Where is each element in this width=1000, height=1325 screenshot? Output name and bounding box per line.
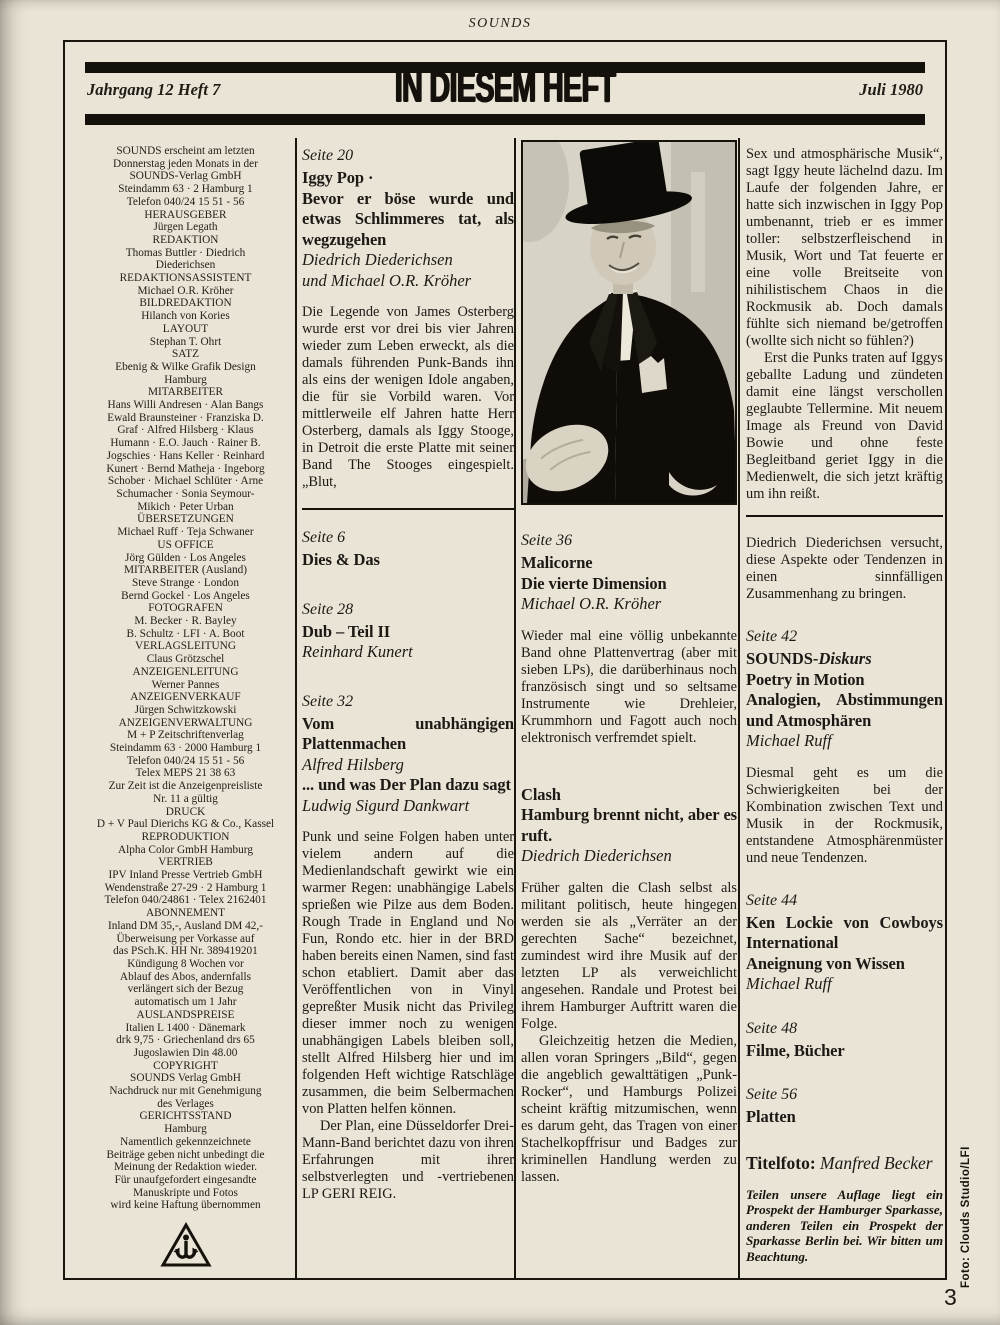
column-divider xyxy=(295,138,297,1278)
toc-entry-clash xyxy=(521,785,737,1186)
article-text: Titelfoto: xyxy=(746,1152,821,1173)
iggy-pop-continuation xyxy=(746,146,943,503)
masthead-line: Italien L 1400 · Dänemark xyxy=(125,1021,246,1034)
masthead-line: ANZEIGENVERWALTUNG xyxy=(118,716,253,729)
article-author: Michael Ruff xyxy=(746,731,832,750)
masthead-line: Nr. 11 a gültig xyxy=(153,792,218,805)
masthead-line: Hamburg xyxy=(164,373,207,386)
masthead-line: Steindamm 63 · 2 Hamburg 1 xyxy=(118,183,253,196)
toc-column-middle xyxy=(521,140,737,1186)
article-text: Früher galten die Clash selbst als militant politisch, heute hingegen werden sie als „Verräter an der gerechten Sache“ bezeichnet, zumindest wird ihre Musik auf der letzten LP als verweichlicht angesehen. Randale und Protest bei ihrem Hamburger Auftritt waren die Folge. xyxy=(521,879,737,1032)
masthead-line: Jürgen Schwitzkowski xyxy=(134,703,237,716)
masthead-line: Jogschies · Hans Keller · Reinhard xyxy=(106,449,265,462)
masthead-line: Graf · Alfred Hilsberg · Klaus xyxy=(117,424,254,437)
article-text: Erst die Punks traten auf Iggys geballte Ladung und zündeten damit eine längst verschollen geglaubte Tellermine. Mit neuem Image als Freund von David Bowie und ohne feste Begleitband geriet Iggy in die Medienwelt, die sich jetzt kräftig um ihn reißt. xyxy=(746,350,943,502)
article-title: Die vierte Dimension xyxy=(521,573,667,593)
article-title: Clash xyxy=(521,784,561,804)
masthead-line: B. Schultz · LFI · A. Boot xyxy=(126,627,245,640)
article-title: Malicorne xyxy=(521,553,593,572)
masthead-line: Mikich · Peter Urban xyxy=(137,500,234,513)
article-text: Manfred Becker xyxy=(820,1152,933,1173)
masthead-line: SOUNDS-Verlag GmbH xyxy=(129,170,242,183)
article-text: Der Plan, eine Düsseldorfer Drei-Mann-Band berichtet dazu von ihren Erfahrungen mit ihrer selbstverlegten und -vertriebenen LP GERI REIG. xyxy=(302,1118,514,1202)
article-title: Analogien, Abstimmungen und Atmosphären xyxy=(746,690,943,730)
article-title: Filme, Bücher xyxy=(746,1040,845,1060)
masthead-line: Manuskripte und Fotos xyxy=(133,1186,238,1199)
article-author: Reinhard Kunert xyxy=(302,642,413,661)
page-ref: Seite 6 xyxy=(302,529,346,546)
article-text: Gleichzeitig hetzen die Medien, allen voran Springers „Bild“, gegen die angeblich gewalttätigen „Punk-Rocker“, und Hamburgs Polizei scheint kräftig mitzumischen, wenn es darum geht, das Tragen von einer Stachelkopffrisur und Badges zur kriminellen Handlung werden zu lassen. xyxy=(521,1032,737,1185)
toc-entry-filme-buecher xyxy=(746,1019,943,1062)
page-ref: Seite 20 xyxy=(302,147,354,164)
masthead-line: Diederichsen xyxy=(155,259,216,272)
article-title: Bevor er böse wurde und etwas Schlimmeres tat, als wegzugehen xyxy=(302,188,514,249)
masthead-line: Bernd Gockel · Los Angeles xyxy=(121,589,250,602)
masthead-line: Jürgen Legath xyxy=(153,221,218,234)
masthead-line: IPV Inland Presse Vertrieb GmbH xyxy=(108,869,263,882)
section-divider-rule xyxy=(746,515,943,517)
masthead-line: Wendenstraße 27-29 · 2 Hamburg 1 xyxy=(104,881,267,894)
masthead-line: Humann · E.O. Jauch · Rainer B. xyxy=(110,437,261,450)
masthead-line: VERLAGSLEITUNG xyxy=(134,640,237,653)
masthead-line: SATZ xyxy=(172,348,199,361)
masthead-line: D + V Paul Dierichs KG & Co., Kassel xyxy=(96,818,275,831)
article-title: Platten xyxy=(746,1107,796,1126)
article-author: Diedrich Diederichsen xyxy=(302,250,453,269)
page-frame xyxy=(63,40,947,1280)
article-title: Diskurs xyxy=(818,649,872,668)
masthead-line: Jugoslawien Din 48.00 xyxy=(133,1046,238,1059)
masthead-line: Beiträge geben nicht unbedingt die xyxy=(106,1148,265,1161)
article-text: Die Legende von James Osterberg wurde erst vor drei bis vier Jahren wieder zum Leben erweckt, als die damals führenden Punk-Bands ihn als eins der wenigen Idole angaben, die für sie Vorbild waren. Vor mittlerweile elf Jahren hatte Herr Osterberg, damals als Iggy Stooge, in Detroit die erste Platte mit seiner Band The Stooges eingespielt. „Blut, xyxy=(302,304,514,490)
header-bar-bottom xyxy=(85,114,925,125)
masthead-line: Überweisung per Vorkasse auf xyxy=(116,932,255,945)
masthead-line: M + P Zeitschriftenverlag xyxy=(127,729,244,742)
toc-entry-sounds-diskurs xyxy=(746,627,943,867)
masthead-line: des Verlages xyxy=(157,1097,214,1110)
article-title: ... und was Der Plan dazu sagt xyxy=(302,775,511,794)
toc-entry-iggy-pop xyxy=(302,146,514,491)
issue-volume: Jahrgang 12 Heft 7 xyxy=(87,80,221,99)
masthead-line: MITARBEITER (Ausland) xyxy=(123,564,248,577)
masthead-line: ABONNEMENT xyxy=(145,907,226,920)
masthead-line: Schumacher · Sonia Seymour- xyxy=(116,487,255,500)
section-divider-rule xyxy=(302,508,514,510)
article-title: Hamburg brennt nicht, aber es ruft. xyxy=(521,805,737,845)
page-ref: Seite 56 xyxy=(746,1086,798,1103)
masthead-line: Claus Grötzschel xyxy=(146,653,225,666)
masthead-line: ÜBERSETZUNGEN xyxy=(137,513,234,526)
toc-entry-malicorne xyxy=(521,531,737,747)
diskurs-intro xyxy=(746,535,943,603)
masthead-line: Nachdruck nur mit Genehmigung xyxy=(109,1085,262,1098)
masthead-line: US OFFICE xyxy=(157,538,214,551)
article-text: Wieder mal eine völlig unbekannte Band ohne Plattenvertrag (aber mit sieben LPs), die darüberhinaus noch französisch singt und so seltsame Instrumente wie Drehleier, Krummhorn und Fagott auch noch elektronisch verfremdet spielt. xyxy=(521,627,737,746)
article-title: Poetry in Motion xyxy=(746,669,865,689)
masthead-line: REDAKTION xyxy=(152,233,219,246)
insert-note: Teilen unsere Auflage liegt ein Prospekt der Hamburger Sparkasse, anderen Teilen ein Prospekt der Sparkasse Berlin bei. Wir bitten um Beachtung. xyxy=(746,1186,943,1264)
masthead-line: DRUCK xyxy=(165,805,206,818)
masthead-line: verlängert sich der Bezug xyxy=(127,983,244,996)
masthead-line: wird keine Haftung übernommen xyxy=(110,1199,261,1212)
masthead-line: Werner Pannes xyxy=(151,678,220,691)
masthead-line: COPYRIGHT xyxy=(153,1059,218,1072)
masthead-line: Für unaufgefordert eingesandte xyxy=(114,1173,257,1186)
masthead-line: Michael O.R. Kröher xyxy=(137,284,234,297)
article-author: und Michael O.R. Kröher xyxy=(302,270,472,290)
page-ref: Seite 44 xyxy=(746,891,798,909)
masthead-line: Hilanch von Kories xyxy=(141,310,230,323)
masthead-line: Michael Ruff · Teja Schwaner xyxy=(117,526,254,539)
masthead-line: Kündigung 8 Wochen vor xyxy=(127,958,244,970)
masthead-column xyxy=(78,145,293,1268)
masthead-line: FOTOGRAFEN xyxy=(148,602,223,615)
column-divider xyxy=(514,138,516,1278)
article-title: Ken Lockie von Cowboys International xyxy=(746,912,943,952)
article-text: Punk und seine Folgen haben unter vielem andern auf die Medienlandschaft gewirkt wie ein warmer Regen: unabhängige Labels sprießen wie Pilze aus dem Boden. Rough Trade in England und No Fun, Rondo etc. hier in der BRD haben bereits einen Namen, sind fast schon etabliert. Damit aber das Veröffentlichen von in Vinyl gepreßter Musik nicht das Privileg dieser immer noch zu wenigen unabhängigen Labels bleiben soll, stellt Alfred Hilsberg hier und im folgenden Heft wichtige Ratschläge zusammen, die beim Selbermachen von Platten helfen können. xyxy=(302,829,514,1117)
article-author: Diedrich Diederichsen xyxy=(521,846,672,865)
masthead-line: AUSLANDSPREISE xyxy=(136,1008,235,1021)
iggy-pop-photo xyxy=(521,140,737,505)
photo-credit: Foto: Clouds Studio/LFI xyxy=(960,1146,972,1288)
toc-entry-dub-teil-2 xyxy=(302,600,514,663)
article-title: Aneignung von Wissen xyxy=(746,953,905,973)
article-author: Michael Ruff xyxy=(746,974,832,993)
beilage-hinweis xyxy=(746,1187,943,1265)
masthead-line: Schober · Michael Schlüter · Arne xyxy=(107,475,264,488)
magazine-name: SOUNDS xyxy=(468,16,532,31)
ivw-logo-icon xyxy=(160,1222,212,1268)
masthead-line: Hamburg xyxy=(164,1123,207,1136)
page-ref: Seite 32 xyxy=(302,692,354,710)
masthead-line: Ablauf des Abos, andernfalls xyxy=(119,970,252,983)
article-title: Iggy Pop · xyxy=(302,168,374,187)
masthead-line: REPRODUKTION xyxy=(141,830,230,843)
article-title: Vom unabhängigen Plattenmachen xyxy=(302,713,514,753)
masthead-line: das PSch.K. HH Nr. 389419201 xyxy=(113,945,258,958)
masthead-line: automatisch um 1 Jahr xyxy=(134,996,237,1009)
masthead-line: Ewald Braunsteiner · Franziska D. xyxy=(107,411,264,424)
issue-date: Juli 1980 xyxy=(859,80,923,99)
masthead-line: HERAUSGEBER xyxy=(144,208,227,221)
masthead-line: Jörg Gülden · Los Angeles xyxy=(125,551,246,564)
masthead-line: Alpha Color GmbH Hamburg xyxy=(117,843,254,856)
masthead-line: Zur Zeit ist die Anzeigenpreisliste xyxy=(108,780,263,793)
article-text: Diedrich Diederichsen versucht, diese Aspekte oder Tendenzen in einen sinnfälligen Zusammenhang zu bringen. xyxy=(746,535,943,602)
masthead-line: REDAKTIONSASSISTENT xyxy=(119,272,252,285)
page-title: IN DIESEM HEFT xyxy=(394,63,616,112)
toc-entry-platten xyxy=(746,1085,943,1128)
toc-column-right xyxy=(746,146,943,1264)
masthead-line: Telex MEPS 21 38 63 xyxy=(135,767,236,780)
masthead-line: SOUNDS erscheint am letzten xyxy=(116,145,255,157)
masthead-line: ANZEIGENLEITUNG xyxy=(132,665,239,678)
column-divider xyxy=(738,138,740,1278)
page-ref: Seite 28 xyxy=(302,600,354,618)
toc-entry-dies-und-das xyxy=(302,528,514,571)
masthead-impressum xyxy=(78,145,293,1212)
toc-entry-ken-lockie xyxy=(746,891,943,995)
toc-entry-plattenmachen xyxy=(302,692,514,1204)
article-title: Dub – Teil II xyxy=(302,621,391,641)
masthead-line: Thomas Buttler · Diedrich xyxy=(125,246,246,259)
masthead-line: ANZEIGENVERKAUF xyxy=(130,691,241,704)
page-ref: Seite 36 xyxy=(521,532,573,549)
article-author: Ludwig Sigurd Dankwart xyxy=(302,795,470,815)
masthead-line: Namentlich gekennzeichnete xyxy=(120,1135,251,1148)
masthead-line: GERICHTSSTAND xyxy=(139,1110,232,1123)
masthead-line: Stephan T. Ohrt xyxy=(149,335,222,348)
article-text: Diesmal geht es um die Schwierigkeiten bei der Kombination zwischen Text und Musik in der Rockmusik, entstandene Atmosphärenmüster und neue Tendenzen. xyxy=(746,764,943,866)
masthead-line: Steve Strange · London xyxy=(132,576,239,589)
toc-column-middle-entries xyxy=(521,531,737,1186)
masthead-line: Hans Willi Andresen · Alan Bangs xyxy=(107,399,264,412)
masthead-line: Donnerstag jeden Monats in der xyxy=(113,157,258,170)
masthead-line: M. Becker · R. Bayley xyxy=(134,615,237,628)
titelfoto-credit xyxy=(746,1152,943,1174)
masthead-line: Telefon 040/24 15 51 - 56 xyxy=(126,195,245,208)
iggy-pop-photo-illustration xyxy=(523,142,735,503)
article-text: Sex und atmosphärische Musik“, sagt Iggy heute lächelnd dazu. Im Laufe der folgenden Jahre, er hatte sich inzwischen in Iggy Pop umbenannt, trieb er es immer toller: selbstzerfleischend in Musik, Wort und Tat feuerte er eine volle Breitseite von nihilistischem Chaos in die Rockmusik ab. Doch damals fühlte sich niemand be/getroffen (wollte sich nicht so fühlen?) xyxy=(746,146,943,349)
masthead-line: Telefon 040/24 15 51 - 56 xyxy=(126,754,245,767)
masthead-line: MITARBEITER xyxy=(147,386,224,399)
article-author: Alfred Hilsberg xyxy=(302,754,404,774)
masthead-line: SOUNDS Verlag GmbH xyxy=(130,1072,241,1085)
masthead-line: Inland DM 35,-, Ausland DM 42,- xyxy=(107,919,263,932)
masthead-line: VERTRIEB xyxy=(158,856,213,869)
masthead-line: BILDREDAKTION xyxy=(139,297,232,310)
toc-column-left xyxy=(302,146,514,1203)
page-number: 3 xyxy=(944,1284,957,1310)
masthead-line: Ebenig & Wilke Grafik Design xyxy=(115,360,256,373)
masthead-line: Meinung der Redaktion wieder. xyxy=(113,1161,258,1174)
page-ref: Seite 42 xyxy=(746,628,798,645)
masthead-line: Telefon 040/24861 · Telex 2162401 xyxy=(104,894,267,907)
masthead-line: LAYOUT xyxy=(162,322,209,335)
page-ref: Seite 48 xyxy=(746,1019,798,1037)
article-title: Dies & Das xyxy=(302,550,380,569)
masthead-line: drk 9,75 · Griechenland drs 65 xyxy=(116,1034,255,1047)
masthead-line: Steindamm 63 · 2000 Hamburg 1 xyxy=(109,742,262,755)
article-author: Michael O.R. Kröher xyxy=(521,594,662,613)
article-title: SOUNDS- xyxy=(746,649,819,668)
masthead-line: Kunert · Bernd Matheja · Ingeborg xyxy=(106,462,265,475)
